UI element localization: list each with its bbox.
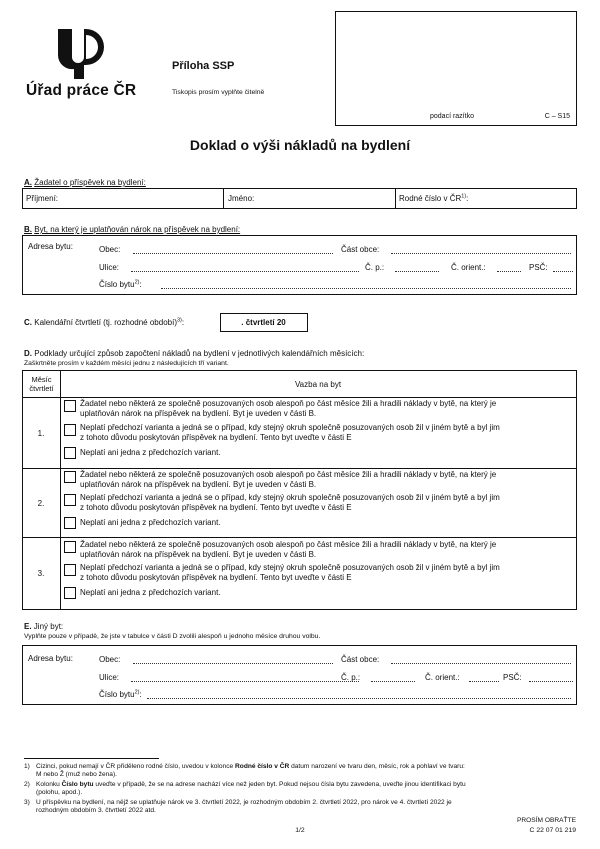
- please-turn: PROSÍM OBRAŤTE: [517, 817, 576, 824]
- section-b-heading: B. Byt, na který je uplatňován nárok na příspěvek na bydlení:: [24, 225, 241, 234]
- street-label: Ulice:: [99, 263, 120, 272]
- flat-number-input[interactable]: [161, 288, 571, 289]
- section-d-instruction: Zaškrtněte prosím v každém měsíci jednu z následujících tří variant.: [24, 360, 229, 367]
- month-2-option-2[interactable]: Neplatí předchozí varianta a jedná se o případ, kdy stejný okruh společně posuzovaných osob žil v jiném bytě a byl jim z tohoto důvodu poskytován příspěvek na bydlení. Tento byt uveďte v části E: [64, 493, 500, 513]
- form-number: C 22 07 01 219: [529, 827, 576, 834]
- print-note: Tiskopis prosím vyplňte čitelně: [172, 89, 265, 96]
- checkbox[interactable]: [64, 471, 76, 483]
- footnote-1: 1) Cizinci, pokud nemají v ČR přiděleno rodné číslo, uvedou v kolonce Rodné číslo v ČR datum narození ve tvaru den, měsíc, rok a pohlaví ve tvaru: M nebo Ž (muž nebo žena).: [24, 763, 465, 778]
- checkbox[interactable]: [64, 587, 76, 599]
- stamp-box: [335, 11, 577, 126]
- co-label: Č. orient.:: [451, 263, 486, 272]
- district-label: Část obce:: [341, 245, 380, 254]
- col-binding-header: Vazba na byt: [294, 380, 342, 389]
- section-b-box: [22, 235, 577, 295]
- psc-label: PSČ:: [503, 673, 522, 682]
- checkbox[interactable]: [64, 424, 76, 436]
- checkbox[interactable]: [64, 541, 76, 553]
- month-3-option-3[interactable]: Neplatí ani jedna z předchozích variant.: [64, 586, 221, 599]
- footnote-2: 2) Kolonku Číslo bytu uveďte v případě, že se na adrese nachází více než jeden byt. Pokud nejsou čísla bytu zavedena, uveďte jinou identifikaci bytu (polohu, apod.).: [24, 781, 466, 796]
- street-input[interactable]: [131, 271, 359, 272]
- form-code: C – S15: [544, 113, 570, 120]
- stamp-label: podací razítko: [430, 113, 474, 120]
- cp-input[interactable]: [371, 681, 415, 682]
- co-input[interactable]: [469, 681, 499, 682]
- surname-field[interactable]: Příjmení:: [26, 194, 59, 203]
- month-3-label: 3.: [37, 569, 45, 578]
- col-month-header: Měsíc čtvrtletí: [29, 375, 54, 393]
- municipality-input[interactable]: [133, 663, 333, 664]
- cp-label: Č. p.:: [365, 263, 385, 272]
- district-input[interactable]: [391, 253, 571, 254]
- month-2-option-3[interactable]: Neplatí ani jedna z předchozích variant.: [64, 516, 221, 529]
- month-2-label: 2.: [37, 499, 45, 508]
- cp-label: Č. p.:: [341, 673, 361, 682]
- quarter-input[interactable]: . čtvrtletí 20: [220, 313, 308, 332]
- psc-label: PSČ:: [529, 263, 548, 272]
- section-e-box: [22, 645, 577, 705]
- municipality-label: Obec:: [99, 245, 121, 254]
- address-label: Adresa bytu:: [28, 242, 73, 251]
- section-c-label: C. Kalendářní čtvrtletí (tj. rozhodné období)$^{3)}$:: [24, 317, 185, 327]
- up-logo-icon: [52, 25, 108, 81]
- flat-number-label: Číslo bytu$^{2)}$:: [99, 279, 142, 289]
- street-label: Ulice:: [99, 673, 120, 682]
- municipality-label: Obec:: [99, 655, 121, 664]
- birth-number-field[interactable]: Rodné číslo v ČR$^{1)}$:: [399, 193, 469, 203]
- checkbox[interactable]: [64, 564, 76, 576]
- checkbox[interactable]: [64, 517, 76, 529]
- section-e-instruction: Vyplňte pouze v případě, že jste v tabulce v části D zvolili alespoň u jednoho měsíce druhou volbu.: [24, 633, 321, 640]
- month-3-option-1[interactable]: Žadatel nebo některá ze společně posuzovaných osob alespoň po část měsíce žili a hradili náklady v bytě, na který je uplatňován nárok na příspěvek na bydlení. Byt je uveden v části B.: [64, 540, 496, 560]
- footnote-divider: [24, 758, 159, 759]
- footnote-3: 3) U příspěvku na bydlení, na nějž se uplatňuje nárok ve 3. čtvrtletí 2022, je rozhodným obdobím 2. čtvrtletí 2022, pro nárok ve 4. čtvrtletí 2022 je rozhodným obdobím 3. čtvrtletí 2022 atd.: [24, 799, 452, 814]
- flat-number-input[interactable]: [147, 698, 571, 699]
- district-input[interactable]: [391, 663, 571, 664]
- address-label: Adresa bytu:: [28, 654, 73, 663]
- month-1-option-2[interactable]: Neplatí předchozí varianta a jedná se o případ, kdy stejný okruh společně posuzovaných osob žil v jiném bytě a byl jim z tohoto důvodu poskytován příspěvek na bydlení. Tento byt uveďte v části E: [64, 423, 500, 443]
- cp-input[interactable]: [395, 271, 439, 272]
- page-title: Doklad o výši nákladů na bydlení: [189, 137, 411, 153]
- psc-input[interactable]: [529, 681, 573, 682]
- attachment-title: Příloha SSP: [172, 60, 235, 72]
- section-d-heading: D. Podklady určující způsob započtení nákladů na bydlení v jednotlivých kalendářních měsících:: [24, 349, 365, 358]
- month-2-option-1[interactable]: Žadatel nebo některá ze společně posuzovaných osob alespoň po část měsíce žili a hradili náklady v bytě, na který je uplatňován nárok na příspěvek na bydlení. Byt je uveden v části B.: [64, 470, 496, 490]
- psc-input[interactable]: [553, 271, 573, 272]
- office-name: Úřad práce ČR: [26, 82, 137, 99]
- street-input[interactable]: [131, 681, 359, 682]
- month-1-option-3[interactable]: Neplatí ani jedna z předchozích variant.: [64, 446, 221, 459]
- municipality-input[interactable]: [133, 253, 333, 254]
- name-field[interactable]: Jméno:: [228, 194, 255, 203]
- section-a-heading: A. Žadatel o příspěvek na bydlení:: [24, 178, 146, 187]
- section-e-heading: E. Jiný byt:: [24, 622, 64, 631]
- co-label: Č. orient.:: [425, 673, 460, 682]
- co-input[interactable]: [497, 271, 521, 272]
- checkbox[interactable]: [64, 400, 76, 412]
- month-3-option-2[interactable]: Neplatí předchozí varianta a jedná se o případ, kdy stejný okruh společně posuzovaných osob žil v jiném bytě a byl jim z tohoto důvodu poskytován příspěvek na bydlení. Tento byt uveďte v části E: [64, 563, 500, 583]
- page-number: 1/2: [295, 827, 305, 834]
- month-1-label: 1.: [37, 429, 45, 438]
- checkbox[interactable]: [64, 494, 76, 506]
- month-1-option-1[interactable]: Žadatel nebo některá ze společně posuzovaných osob alespoň po část měsíce žili a hradili náklady v bytě, na který je uplatňován nárok na příspěvek na bydlení. Byt je uveden v části B.: [64, 399, 496, 419]
- section-a-box: [22, 188, 577, 209]
- flat-number-label: Číslo bytu$^{2)}$:: [99, 689, 142, 699]
- checkbox[interactable]: [64, 447, 76, 459]
- district-label: Část obce:: [341, 655, 380, 664]
- office-logo: [52, 25, 108, 81]
